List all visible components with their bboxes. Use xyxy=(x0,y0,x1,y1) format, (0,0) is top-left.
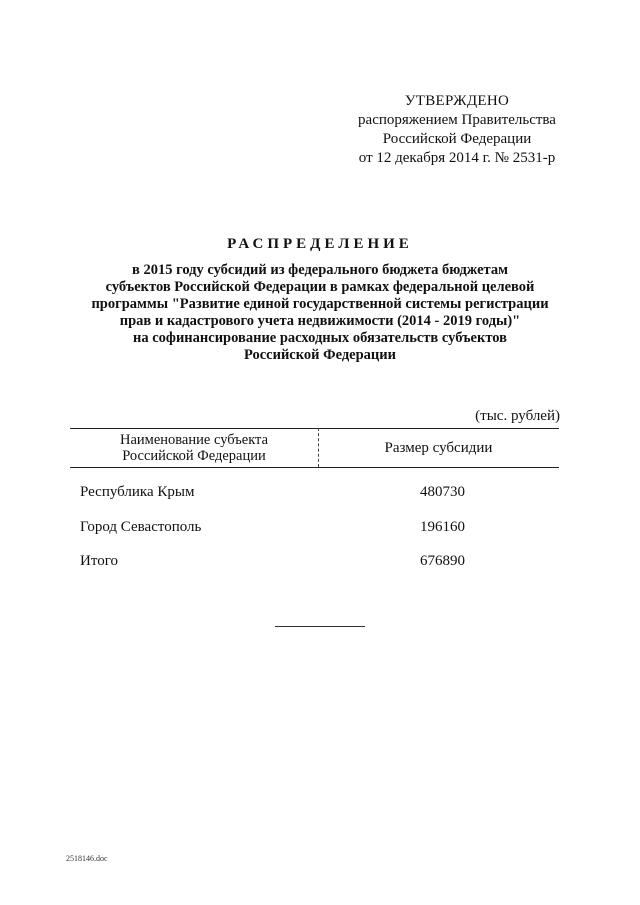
units-label: (тыс. рублей) xyxy=(475,408,560,424)
row-name: Итого xyxy=(80,553,118,569)
subtitle-line: прав и кадастрового учета недвижимости (2014 - 2019 годы)" xyxy=(119,313,521,329)
approval-line-1: распоряжением Правительства xyxy=(358,112,556,128)
row-amount: 480730 xyxy=(420,484,465,500)
approval-line-2: Российской Федерации xyxy=(382,131,532,147)
row-name: Республика Крым xyxy=(80,484,195,500)
table-row-total xyxy=(80,553,559,573)
approval-block xyxy=(330,92,584,168)
row-amount: 196160 xyxy=(420,519,465,535)
column-header-name-line: Российской Федерации xyxy=(122,448,266,464)
table-header-top-rule xyxy=(70,428,559,429)
row-name: Город Севастополь xyxy=(80,519,202,535)
approval-heading: УТВЕРЖДЕНО xyxy=(404,93,510,109)
subtitle-line: Российской Федерации xyxy=(243,347,396,363)
table-row xyxy=(80,519,559,539)
table-row xyxy=(80,484,559,504)
column-header-name-line: Наименование субъекта xyxy=(119,432,269,448)
table-header-bottom-rule xyxy=(70,467,559,468)
document-subtitle xyxy=(90,262,550,364)
document-end-rule xyxy=(275,626,365,627)
document-title: РАСПРЕДЕЛЕНИЕ xyxy=(227,236,413,252)
subtitle-line: на софинансирование расходных обязательств субъектов xyxy=(133,330,507,346)
footer-file-code: 2518146.doc xyxy=(66,854,108,863)
column-header-amount: Размер субсидии xyxy=(384,440,493,456)
subtitle-line: программы "Развитие единой государственной системы регистрации xyxy=(91,296,549,312)
approval-line-3: от 12 декабря 2014 г. № 2531-р xyxy=(358,150,556,166)
subtitle-line: в 2015 году субсидий из федерального бюджета бюджетам xyxy=(132,262,508,278)
subtitle-line: субъектов Российской Федерации в рамках федеральной целевой xyxy=(105,279,535,295)
row-amount: 676890 xyxy=(420,553,465,569)
column-header-name xyxy=(70,432,318,464)
